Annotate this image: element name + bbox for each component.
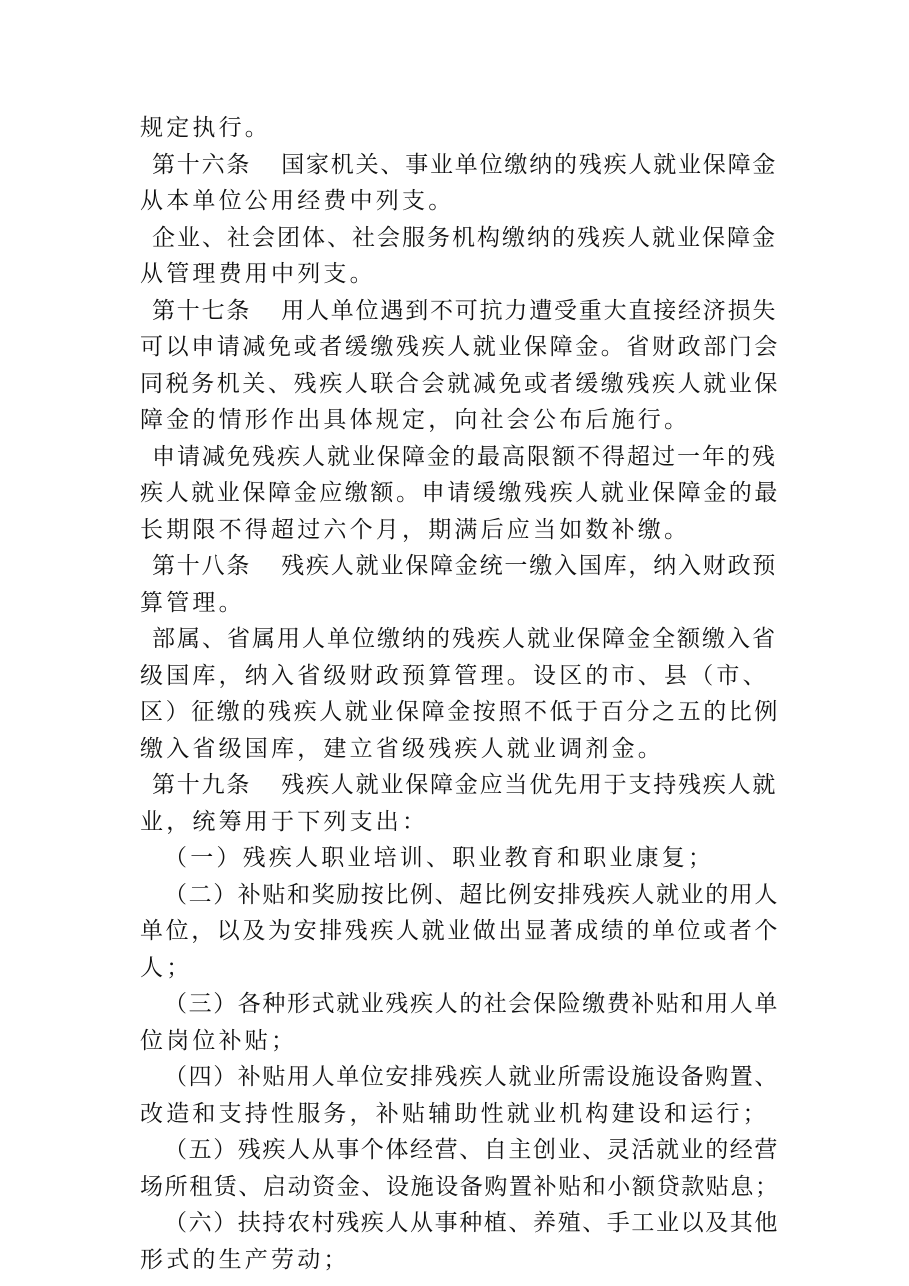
list-item-line: （五）残疾人从事个体经营、自主创业、灵活就业的经营 [164,1137,779,1163]
text-line: 形式的生产劳动； [140,1246,350,1273]
list-item-line: （二）补贴和奖励按比例、超比例安排残疾人就业的用人 [164,881,779,908]
text-line: 单位，以及为安排残疾人就业做出显著成绩的单位或者个 [140,918,780,944]
article-number: 第十九条 [152,772,252,798]
article-text: 残疾人就业保障金统一缴入国库，纳入财政预 [281,553,778,579]
article-number: 第十六条 [152,151,252,178]
article-16-line [140,147,780,184]
text-line: 长期限不得超过六个月，期满后应当如数补缴。 [140,516,691,543]
document-body [140,110,780,1278]
article-number: 第十七条 [152,297,252,324]
text-line: 规定执行。 [140,115,271,141]
text-line: 人； [140,954,193,981]
text-line: 从本单位公用经费中列支。 [140,188,455,214]
text-line: 场所租赁、启动资金、设施设备购置补贴和小额贷款贴息； [140,1173,780,1200]
text-line: 疾人就业保障金应缴额。申请缓缴残疾人就业保障金的最 [140,480,780,506]
text-line: 业，统筹用于下列支出： [140,808,429,835]
text-line: 区）征缴的残疾人就业保障金按照不低于百分之五的比例 [140,699,780,725]
text-line: 部属、省属用人单位缴纳的残疾人就业保障金全额缴入省 [152,626,777,652]
text-line: 企业、社会团体、社会服务机构缴纳的残疾人就业保障金 [152,224,777,251]
list-item-line: （三）各种形式就业残疾人的社会保险缴费补贴和用人单 [164,991,779,1017]
article-17-line [140,293,780,330]
article-19-line [140,767,780,804]
list-item-line: （六）扶持农村残疾人从事种植、养殖、手工业以及其他 [164,1210,779,1236]
text-line: 算管理。 [140,589,245,616]
article-text: 国家机关、事业单位缴纳的残疾人就业保障金 [281,151,778,178]
article-text: 残疾人就业保障金应当优先用于支持残疾人就 [281,772,778,798]
list-item-line: （一）残疾人职业培训、职业教育和职业康复； [164,845,715,871]
list-item-line: （四）补贴用人单位安排残疾人就业所需设施设备购置、 [164,1064,779,1090]
text-line: 缴入省级国库，建立省级残疾人就业调剂金。 [140,735,664,762]
article-18-line [140,548,780,585]
text-line: 改造和支持性服务，补贴辅助性就业机构建设和运行； [140,1100,769,1127]
text-line: 申请减免残疾人就业保障金的最高限额不得超过一年的残 [152,443,777,470]
text-line: 级国库，纳入省级财政预算管理。设区的市、县（市、 [140,662,769,689]
article-text: 用人单位遇到不可抗力遭受重大直接经济损失 [281,297,778,324]
text-line: 障金的情形作出具体规定，向社会公布后施行。 [140,407,691,433]
text-line: 位岗位补贴； [140,1027,298,1054]
text-line: 同税务机关、残疾人联合会就减免或者缓缴残疾人就业保 [140,370,780,397]
article-number: 第十八条 [152,553,252,579]
text-line: 可以申请减免或者缓缴残疾人就业保障金。省财政部门会 [140,334,780,360]
text-line: 从管理费用中列支。 [140,261,376,287]
